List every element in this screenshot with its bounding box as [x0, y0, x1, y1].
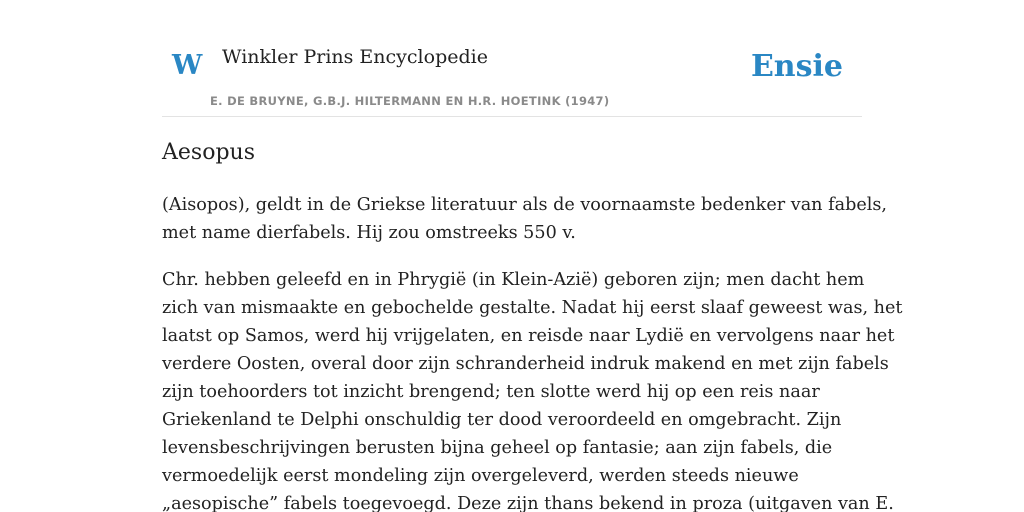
- paragraph-line: vermoedelijk eerst mondeling zijn overgeleverd, werden steeds nieuwe: [162, 465, 799, 486]
- winkler-prins-logo[interactable]: W: [172, 50, 203, 81]
- source-title[interactable]: Winkler Prins Encyclopedie: [222, 46, 488, 68]
- article: [162, 138, 903, 512]
- paragraph-line: levensbeschrijvingen berusten bijna geheel op fantasie; aan zijn fabels, die: [162, 437, 833, 458]
- source-authors: E. DE BRUYNE, G.B.J. HILTERMANN EN H.R. HOETINK (1947): [210, 94, 610, 108]
- paragraph-line: Chr. hebben geleefd en in Phrygië (in Klein-Azië) geboren zijn; men dacht hem: [162, 269, 865, 290]
- article-paragraph: [162, 191, 888, 247]
- source-header: [162, 0, 862, 117]
- paragraph-line: „aesopische” fabels toegevoegd. Deze zijn thans bekend in proza (uitgaven van E.: [162, 493, 894, 512]
- paragraph-line: Griekenland te Delphi onschuldig ter dood veroordeeld en omgebracht. Zijn: [162, 409, 842, 430]
- paragraph-line: verdere Oosten, overal door zijn schranderheid indruk makend en met zijn fabels: [162, 353, 889, 374]
- paragraph-line: met name dierfabels. Hij zou omstreeks 550 v.: [162, 222, 576, 243]
- paragraph-line: laatst op Samos, werd hij vrijgelaten, en reisde naar Lydië en vervolgens naar het: [162, 325, 895, 346]
- ensie-logo[interactable]: Ensie: [750, 49, 843, 84]
- paragraph-line: (Aisopos), geldt in de Griekse literatuur als de voornaamste bedenker van fabels,: [162, 194, 888, 215]
- paragraph-line: zijn toehoorders tot inzicht brengend; ten slotte werd hij op een reis naar: [162, 381, 820, 402]
- article-paragraph: [162, 266, 903, 512]
- paragraph-line: zich van mismaakte en gebochelde gestalte. Nadat hij eerst slaaf geweest was, het: [162, 297, 903, 318]
- article-title: Aesopus: [162, 140, 255, 165]
